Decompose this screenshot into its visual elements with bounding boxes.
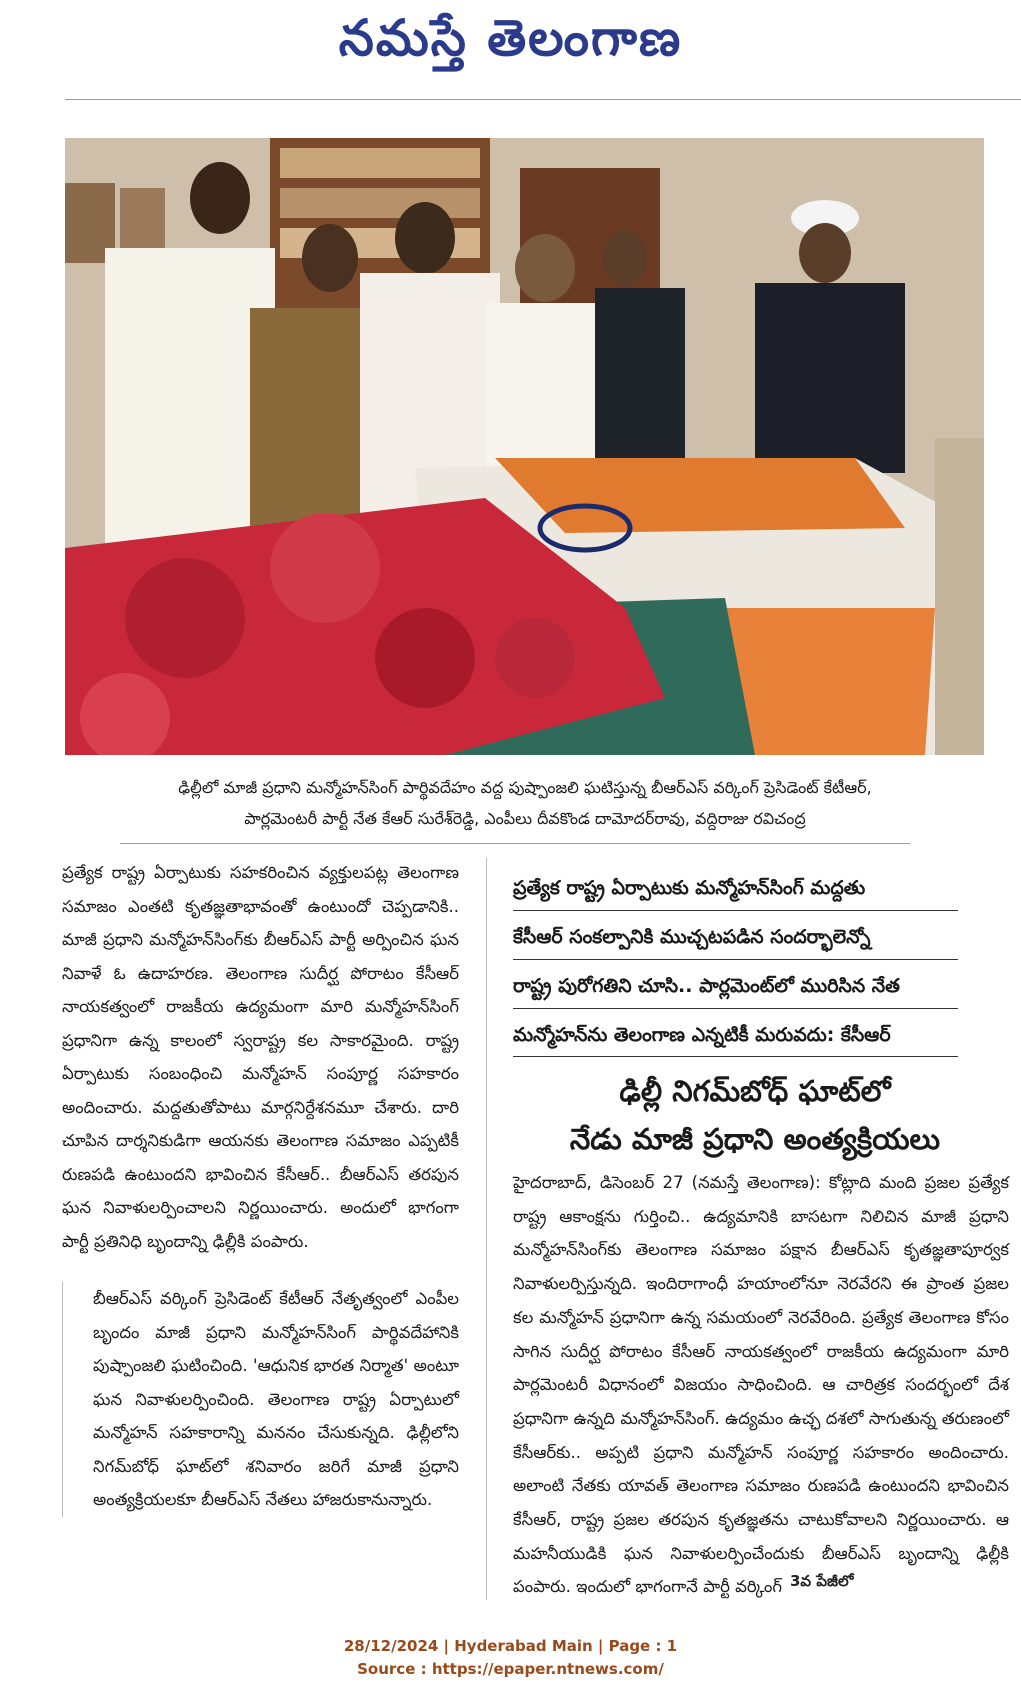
masthead: నమస్తే తెలంగాణ	[338, 8, 683, 67]
left-paragraph-1: ప్రత్యేక రాష్ట్ర ఏర్పాటుకు సహకరించిన వ్యక్తులపట్ల తెలంగాణ సమాజం ఎంతటి కృతజ్ఞతాభావంతో ఉంటుందో చెప్పడానికి.. మాజీ ప్రధాని మన్మోహన్‌సింగ్‌కు బీఆర్‌ఎస్ పార్టీ అర్పించిన ఘన నివాళే ఓ ఉదాహరణ. తెలంగాణ సుదీర్ఘ పోరాటం కేసీఆర్ నాయకత్వంలో రాజకీయ ఉద్యమంగా మారి మన్మోహన్‌సింగ్ ప్రధానిగా ఉన్న కాలంలో స్వరాష్ట్ర కల సాకారమైంది. రాష్ట్ర ఏర్పాటుకు సంబంధించి మన్మోహన్ సంపూర్ణ సహకారం అందించారు. మద్దతుతోపాటు మార్గనిర్దేశనమూ చేశారు. దారి చూపిన దార్శనికుడిగా ఆయనకు తెలంగాణ సమాజం ఎప్పటికీ రుణపడి ఉంటుందని భావించిన కేసీఆర్.. బీఆర్‌ఎస్ తరపున ఘన నివాళులర్పించాలని నిర్ణయించారు. అందులో భాగంగా పార్టీ ప్రతినిధి బృందాన్ని ఢిల్లీకి పంపారు.	[62, 863, 459, 1251]
masthead-rule	[65, 99, 1021, 100]
headline-line-2: నేడు మాజీ ప్రధాని అంత్యక్రియలు	[569, 1122, 941, 1156]
subhead-3: రాష్ట్ర పురోగతిని చూసి.. పార్లమెంట్‌లో మురిసిన నేత	[513, 975, 900, 997]
left-paragraph-2: బీఆర్‌ఎస్ వర్కింగ్ ప్రెసిడెంట్ కేటీఆర్ నేతృత్వంలో ఎంపీల బృందం మాజీ ప్రధాని మన్మోహన్‌సింగ్ పార్థివదేహానికి పుష్పాంజలి ఘటించింది. 'ఆధునిక భారత నిర్మాత' అంటూ ఘన నివాళులర్పించింది. తెలంగాణ రాష్ట్ర ఏర్పాటులో మన్మోహన్ సహకారాన్ని మననం చేసుకున్నది. ఢిల్లీలోని నిగమ్‌బోధ్ ఘాట్‌లో శనివారం జరిగే మాజీ ప్రధాని అంత్యక్రియలకూ బీఆర్‌ఎస్ నేతలు హాజరుకానున్నారు.	[62, 1282, 459, 1517]
caption-line-2: పార్లమెంటరీ పార్టీ నేత కేఆర్ సురేశ్‌రెడ్డి, ఎంపీలు దీవకొండ దామోదర్‌రావు, వద్దిరాజు రవిచంద్ర	[244, 809, 806, 828]
column-divider	[486, 858, 487, 1600]
left-column	[62, 856, 459, 1517]
headline-line-1: ఢిల్లీ నిగమ్‌బోధ్ ఘాట్‌లో	[619, 1074, 891, 1108]
subhead-3-rule	[513, 1008, 958, 1009]
caption-line-1: ఢిల్లీలో మాజీ ప్రధాని మన్మోహన్‌సింగ్ పార్థివదేహం వద్ద పుష్పాంజలి ఘటిస్తున్న బీఆర్‌ఎస్ వర్కింగ్ ప్రెసిడెంట్ కేటీఆర్,	[178, 778, 872, 797]
news-photo	[65, 138, 984, 755]
photo-illustration	[65, 138, 984, 755]
right-body-text	[513, 1166, 1009, 1604]
photo-caption	[60, 772, 990, 834]
footer-date-edition: 28/12/2024 | Hyderabad Main | Page : 1	[343, 1637, 678, 1655]
footer-source: Source : https://epaper.ntnews.com/	[357, 1660, 664, 1678]
right-paragraph: హైదరాబాద్, డిసెంబర్ 27 (నమస్తే తెలంగాణ): కోట్లాది మంది ప్రజల ప్రత్యేక రాష్ట్ర ఆకాంక్షను గుర్తించి.. ఉద్యమానికి బాసటగా నిలిచిన మాజీ ప్రధాని మన్మోహన్‌సింగ్‌కు తెలంగాణ సమాజం పక్షాన బీఆర్‌ఎస్ కృతజ్ఞతాపూర్వక నివాళులర్పిస్తున్నది. ఇందిరాగాంధీ హయాంలోనూ నెరవేరని ఈ ప్రాంత ప్రజల కల మన్మోహన్ ప్రధానిగా ఉన్న సమయంలో నెరవేరింది. ప్రత్యేక తెలంగాణ కోసం సాగిన సుదీర్ఘ పోరాటం కేసీఆర్ నాయకత్వంలో రాజకీయ ఉద్యమంగా మారి పార్లమెంటరీ విధానంలో విజయం సాధించింది. ఆ చారిత్రక సందర్భంలో దేశ ప్రధానిగా ఉన్నది మన్మోహన్‌సింగ్. ఉద్యమం ఉచ్ఛ దశలో సాగుతున్న తరుణంలో కేసీఆర్‌కు.. అప్పటి ప్రధాని మన్మోహన్ సంపూర్ణ సహకారం అందించారు. అలాంటి నేతకు యావత్ తెలంగాణ సమాజం రుణపడి ఉంటుందని భావించిన కేసీఆర్, రాష్ట్ర ప్రజల తరపున కృతజ్ఞతను చాటుకోవాలని నిర్ణయించారు. ఆ మహనీయుడికి ఘన నివాళులర్పించేందుకు బీఆర్‌ఎస్ బృందాన్ని ఢిల్లీకి పంపారు. ఇందులో భాగంగానే పార్టీ వర్కింగ్	[513, 1173, 1009, 1597]
subhead-2: కేసీఆర్ సంకల్పానికి ముచ్చటపడిన సందర్భాలెన్నో	[513, 926, 871, 948]
subhead-4-rule	[513, 1056, 958, 1057]
subhead-1: ప్రత్యేక రాష్ట్ర ఏర్పాటుకు మన్మోహన్‌సింగ్ మద్దతు	[513, 877, 866, 899]
subhead-4: మన్మోహన్‌ను తెలంగాణ ఎన్నటికీ మరువదు: కేసీఆర్	[513, 1024, 891, 1046]
subhead-1-rule	[513, 910, 958, 911]
subhead-2-rule	[513, 959, 958, 960]
caption-rule	[120, 843, 910, 844]
continued-on-page: 3వ పేజీలో	[790, 1572, 854, 1590]
